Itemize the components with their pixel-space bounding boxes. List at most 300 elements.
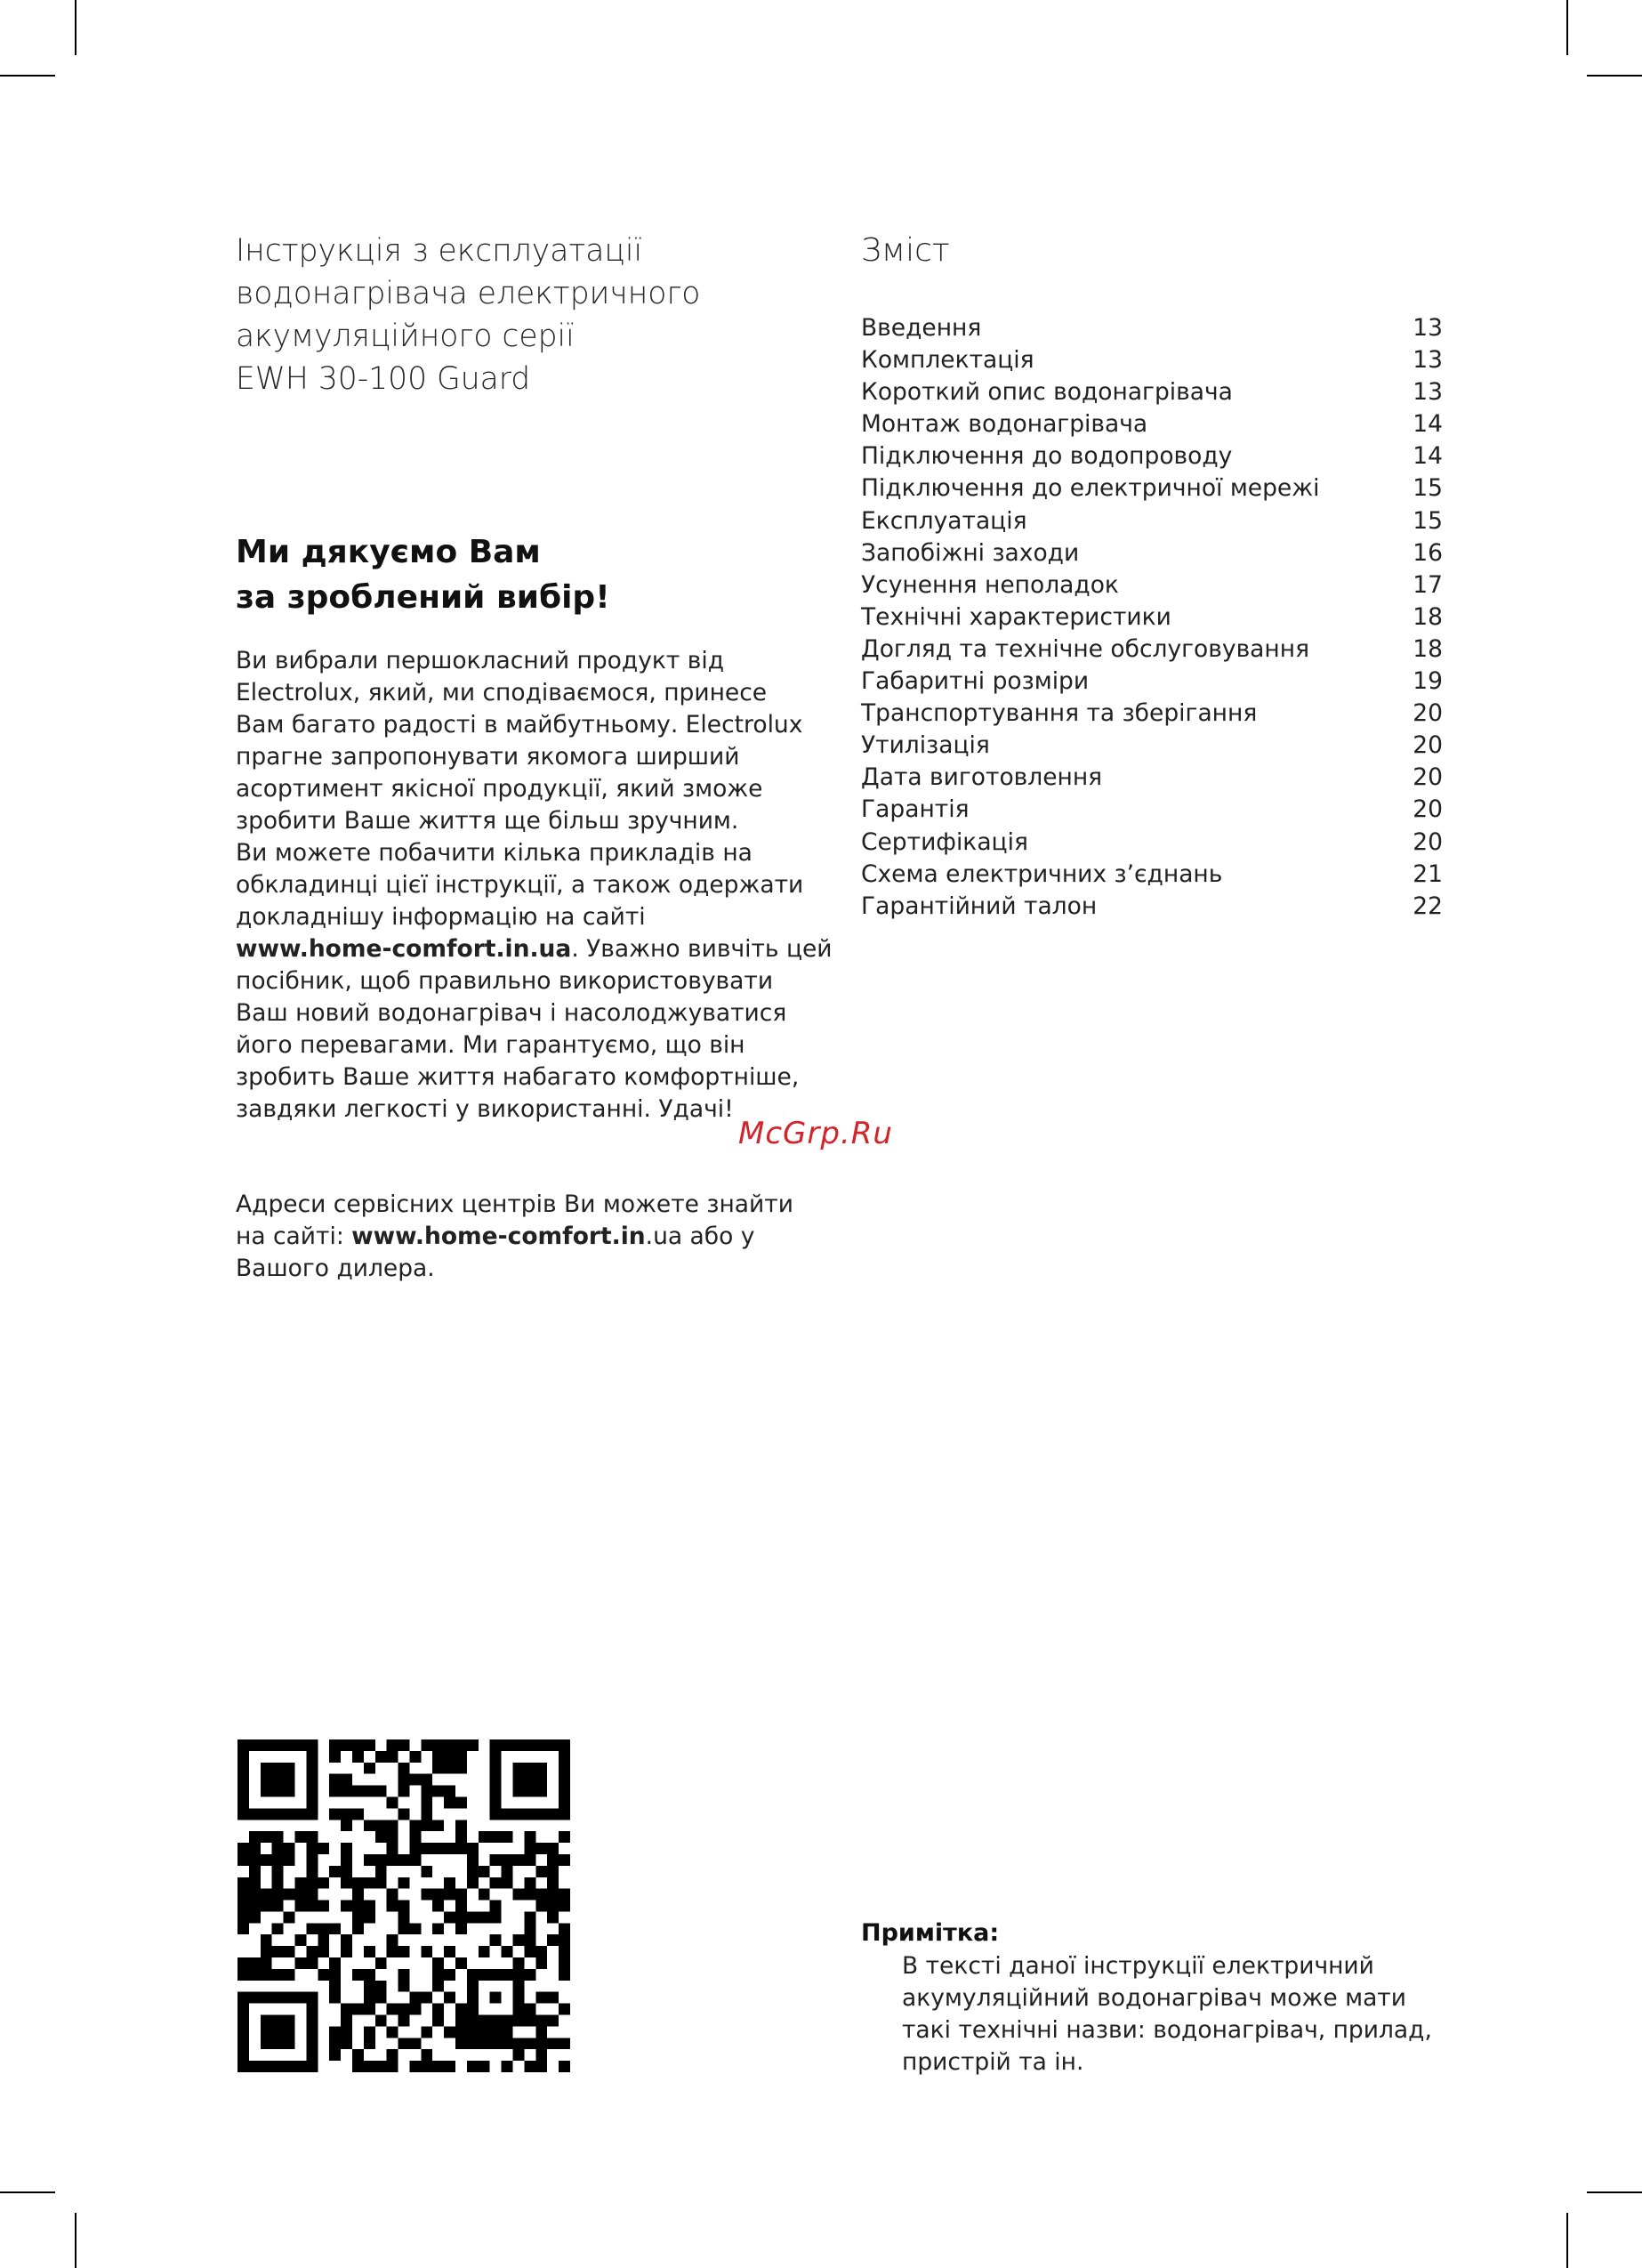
qr-module (284, 1946, 295, 1957)
qr-module (513, 2038, 525, 2049)
qr-module (409, 1854, 421, 1866)
qr-module (479, 2061, 490, 2072)
qr-module (329, 2049, 341, 2061)
qr-module (490, 1854, 502, 1866)
website-link[interactable]: www.home-comfort.in.ua (236, 935, 572, 963)
qr-module (341, 1786, 352, 1797)
qr-module (261, 1786, 272, 1797)
qr-module (455, 1820, 467, 1831)
qr-module (490, 1901, 502, 1912)
qr-module (306, 1854, 318, 1866)
qr-module (467, 1911, 479, 1923)
qr-module (261, 1946, 272, 1957)
toc-item-page: 14 (1413, 442, 1443, 471)
qr-module (398, 2038, 410, 2049)
qr-module (341, 1808, 352, 1820)
qr-module (306, 1751, 318, 1763)
qr-module (237, 1808, 249, 1820)
qr-module (467, 1992, 479, 2004)
qr-module (432, 1969, 444, 1981)
qr-module (398, 1923, 410, 1934)
qr-module (513, 1957, 525, 1969)
qr-module (559, 1763, 570, 1774)
qr-module (272, 1739, 284, 1751)
qr-module (398, 2004, 410, 2015)
toc-item[interactable] (861, 537, 1443, 569)
qr-module (272, 1808, 284, 1820)
qr-module (284, 1774, 295, 1786)
toc-item-label: Технічні характеристики (861, 602, 1171, 631)
qr-module (444, 1751, 455, 1763)
service-text: на сайті: (236, 1223, 352, 1250)
toc-item[interactable] (861, 762, 1443, 794)
intro-line: посібник, щоб правильно використовувати (236, 967, 774, 995)
toc-item[interactable] (861, 666, 1443, 698)
qr-module (237, 2038, 249, 2049)
qr-module (364, 1854, 375, 1866)
intro-line (236, 933, 841, 965)
qr-module (261, 2015, 272, 2027)
qr-module (455, 1831, 467, 1843)
crop-mark (75, 2213, 76, 2268)
qr-module (479, 1866, 490, 1877)
qr-module (341, 1843, 352, 1854)
toc-item[interactable] (861, 376, 1443, 408)
qr-module (524, 1774, 535, 1786)
qr-module (524, 1946, 535, 1957)
qr-module (559, 1796, 570, 1808)
qr-module (444, 1992, 455, 2004)
qr-module (502, 1808, 513, 1820)
qr-module (467, 1854, 479, 1866)
qr-module (387, 1901, 398, 1912)
toc-item-label: Сертифікація (861, 827, 1028, 856)
note-line: пристрій та ін. (902, 2048, 1084, 2076)
toc-item[interactable] (861, 634, 1443, 666)
qr-module (444, 1786, 455, 1797)
toc-item-page: 13 (1413, 346, 1443, 375)
qr-module (547, 1901, 559, 1912)
toc-item-label: Догляд та технічне обслуговування (861, 634, 1310, 663)
note-label: Примітка: (861, 1919, 1000, 1947)
qr-module (455, 1923, 467, 1934)
qr-module (409, 2038, 421, 2049)
qr-module (490, 1774, 502, 1786)
qr-module (559, 1774, 570, 1786)
toc-item[interactable] (861, 312, 1443, 344)
qr-module (421, 1946, 432, 1957)
qr-module (306, 1946, 318, 1957)
qr-module (364, 2026, 375, 2038)
qr-module (352, 2004, 364, 2015)
intro-line: зробить Ваше життя набагато комфортніше, (236, 1063, 800, 1091)
toc-item-label: Монтаж водонагрівача (861, 410, 1148, 439)
qr-module (284, 1854, 295, 1866)
qr-module (387, 1751, 398, 1763)
qr-module (306, 1763, 318, 1774)
qr-module (455, 2038, 467, 2049)
qr-module (432, 1763, 444, 1774)
toc-item-label: Дата виготовлення (861, 763, 1103, 792)
qr-module (364, 2004, 375, 2015)
qr-module (272, 1786, 284, 1797)
intro-line: Ви вибрали першокласний продукт від (236, 647, 725, 674)
qr-module (261, 1934, 272, 1946)
qr-module (513, 1934, 525, 1946)
qr-module (524, 2038, 535, 2049)
qr-module (284, 1911, 295, 1923)
toc-item-page: 20 (1413, 795, 1443, 824)
qr-module (455, 1763, 467, 1774)
qr-module (261, 1957, 272, 1969)
qr-module (387, 1843, 398, 1854)
qr-module (559, 1831, 570, 1843)
qr-module (329, 1739, 341, 1751)
toc-title: Зміст (861, 232, 950, 269)
qr-module (294, 1831, 306, 1843)
qr-module (329, 1981, 341, 1992)
qr-module (455, 2004, 467, 2015)
service-paragraph (236, 1189, 841, 1285)
crop-mark (1566, 0, 1568, 55)
qr-module (341, 1854, 352, 1866)
qr-module (409, 1923, 421, 1934)
toc-item[interactable] (861, 794, 1443, 826)
qr-module (341, 2015, 352, 2027)
toc-item[interactable] (861, 891, 1443, 923)
qr-module (535, 1866, 547, 1877)
qr-module (524, 1808, 535, 1820)
toc-item[interactable] (861, 408, 1443, 440)
qr-module (375, 1831, 387, 1843)
qr-module (306, 2015, 318, 2027)
qr-module (467, 1843, 479, 1854)
qr-module (352, 1889, 364, 1901)
qr-module (547, 1992, 559, 2004)
toc-item[interactable] (861, 730, 1443, 762)
qr-module (387, 1739, 398, 1751)
service-line: Вашого дилера. (236, 1255, 435, 1282)
qr-module (547, 1739, 559, 1751)
heading-line: за зроблений вибір! (236, 579, 610, 616)
qr-module (455, 2026, 467, 2038)
qr-module (272, 1969, 284, 1981)
qr-module (284, 1786, 295, 1797)
qr-module (409, 1774, 421, 1786)
qr-module (547, 2038, 559, 2049)
qr-module (455, 1957, 467, 1969)
qr-module (421, 1820, 432, 1831)
qr-module (559, 1901, 570, 1912)
qr-module (261, 1969, 272, 1981)
intro-line: асортимент якісної продукції, який зможе (236, 775, 763, 803)
qr-module (444, 1843, 455, 1854)
title-line: EWH 30-100 Guard (236, 361, 531, 397)
qr-module (237, 2026, 249, 2038)
qr-module (502, 1866, 513, 1877)
qr-module (479, 1889, 490, 1901)
toc-item[interactable] (861, 859, 1443, 891)
qr-module (524, 1843, 535, 1854)
qr-module (352, 1911, 364, 1923)
qr-module (398, 1911, 410, 1923)
qr-module (364, 1981, 375, 1992)
qr-module (398, 1946, 410, 1957)
qr-module (306, 2049, 318, 2061)
qr-module (341, 2038, 352, 2049)
qr-module (237, 1751, 249, 1763)
qr-module (352, 1901, 364, 1912)
qr-module (535, 1774, 547, 1786)
qr-module (237, 1854, 249, 1866)
qr-module (502, 1969, 513, 1981)
qr-module (490, 1934, 502, 1946)
qr-module (467, 2015, 479, 2027)
qr-module (387, 1946, 398, 1957)
toc-item-page: 17 (1413, 570, 1443, 599)
intro-line: Electrolux, який, ми сподіваємося, принесе (236, 679, 768, 706)
qr-module (249, 1808, 261, 1820)
qr-module (261, 1774, 272, 1786)
qr-module (513, 1786, 525, 1797)
qr-module (524, 1934, 535, 1946)
qr-module (502, 2061, 513, 2072)
qr-module (421, 1808, 432, 1820)
qr-module (272, 1923, 284, 1934)
qr-module (249, 1831, 261, 1843)
qr-module (490, 1831, 502, 1843)
qr-module (513, 1739, 525, 1751)
qr-module (421, 1889, 432, 1901)
qr-module (513, 1992, 525, 2004)
intro-line: Ваш новий водонагрівач і насолоджуватися (236, 999, 787, 1027)
toc-item[interactable] (861, 827, 1443, 859)
qr-module (421, 1796, 432, 1808)
qr-module (249, 1739, 261, 1751)
qr-module (329, 1957, 341, 1969)
qr-module (284, 2038, 295, 2049)
qr-module (421, 1739, 432, 1751)
toc-item-label: Короткий опис водонагрівача (861, 378, 1233, 407)
qr-module (524, 1854, 535, 1866)
qr-module (249, 1992, 261, 2004)
qr-module (432, 1923, 444, 1934)
qr-module (261, 2026, 272, 2038)
qr-module (249, 1854, 261, 1866)
qr-module (421, 1992, 432, 2004)
qr-module (467, 2026, 479, 2038)
qr-module (455, 1751, 467, 1763)
qr-module (284, 2026, 295, 2038)
qr-module (249, 1843, 261, 1854)
qr-module (535, 1901, 547, 1912)
qr-module (306, 1992, 318, 2004)
qr-module (432, 1981, 444, 1992)
qr-module (237, 2004, 249, 2015)
qr-module (432, 1820, 444, 1831)
qr-module (387, 1854, 398, 1866)
qr-module (352, 1969, 364, 1981)
qr-module (306, 1923, 318, 1934)
qr-module (375, 1820, 387, 1831)
qr-module (306, 2026, 318, 2038)
toc-item-label: Підключення до електричної мережі (861, 474, 1320, 503)
qr-module (284, 1739, 295, 1751)
qr-module (387, 2049, 398, 2061)
qr-module (421, 2049, 432, 2061)
qr-module (455, 1739, 467, 1751)
qr-module (329, 1969, 341, 1981)
qr-module (421, 1843, 432, 1854)
qr-module (455, 1901, 467, 1912)
qr-module (387, 1889, 398, 1901)
toc-item[interactable] (861, 344, 1443, 376)
qr-module (237, 1911, 249, 1923)
intro-paragraph (236, 645, 841, 1126)
qr-module (306, 2004, 318, 2015)
qr-module (261, 2038, 272, 2049)
qr-module (455, 1796, 467, 1808)
qr-module (467, 1877, 479, 1889)
qr-module (559, 1808, 570, 1820)
qr-module (535, 1946, 547, 1957)
toc-item-page: 20 (1413, 827, 1443, 856)
qr-module (237, 2015, 249, 2027)
qr-module (306, 1786, 318, 1797)
qr-module (432, 1901, 444, 1912)
qr-module (249, 1911, 261, 1923)
qr-module (318, 1969, 329, 1981)
toc-item[interactable] (861, 472, 1443, 504)
qr-module (272, 1877, 284, 1889)
qr-module (490, 1911, 502, 1923)
website-link[interactable]: www.home-comfort.in (351, 1223, 646, 1250)
qr-module (421, 2026, 432, 2038)
title-line: Інструкція з експлуатації (236, 233, 643, 269)
qr-module (524, 1889, 535, 1901)
qr-module (341, 2026, 352, 2038)
toc-item[interactable] (861, 569, 1443, 601)
qr-module (318, 1934, 329, 1946)
qr-module (490, 2026, 502, 2038)
qr-module (535, 1957, 547, 1969)
qr-module (444, 1889, 455, 1901)
qr-module (294, 1877, 306, 1889)
qr-module (272, 2061, 284, 2072)
qr-module (502, 1831, 513, 1843)
qr-module (272, 2015, 284, 2027)
qr-module (559, 1889, 570, 1901)
toc-item[interactable] (861, 601, 1443, 634)
qr-module (513, 1969, 525, 1981)
qr-module (524, 1877, 535, 1889)
qr-module (364, 1739, 375, 1751)
qr-module (547, 1877, 559, 1889)
qr-module (237, 2061, 249, 2072)
qr-module (409, 1751, 421, 1763)
qr-module (341, 1877, 352, 1889)
qr-module (294, 1901, 306, 1912)
qr-module (559, 1934, 570, 1946)
crop-mark (1587, 75, 1642, 77)
toc-item[interactable] (861, 505, 1443, 537)
qr-module (284, 1843, 295, 1854)
toc-item-page: 18 (1413, 602, 1443, 631)
toc-item-page: 15 (1413, 474, 1443, 503)
qr-module (364, 1877, 375, 1889)
crop-mark (75, 0, 76, 55)
qr-module (479, 1969, 490, 1981)
qr-module (375, 1992, 387, 2004)
qr-module (524, 1763, 535, 1774)
qr-module (490, 1969, 502, 1981)
toc-item[interactable] (861, 440, 1443, 472)
qr-module (237, 1786, 249, 1797)
qr-module (329, 1751, 341, 1763)
qr-module (318, 1901, 329, 1912)
qr-module (294, 2061, 306, 2072)
qr-module (306, 1889, 318, 1901)
qr-module (444, 1946, 455, 1957)
qr-module (444, 1739, 455, 1751)
qr-module (432, 1751, 444, 1763)
toc-item-label: Запобіжні заходи (861, 538, 1080, 567)
qr-module (272, 2026, 284, 2038)
qr-module (432, 1889, 444, 1901)
qr-module (329, 1992, 341, 2004)
qr-module (398, 1901, 410, 1912)
qr-module (284, 1969, 295, 1981)
qr-module (237, 1763, 249, 1774)
toc-item-page: 16 (1413, 538, 1443, 567)
qr-module (479, 2038, 490, 2049)
qr-module (432, 2004, 444, 2015)
toc-item-label: Утилізація (861, 731, 990, 760)
qr-module (306, 1831, 318, 1843)
qr-module (284, 1889, 295, 1901)
qr-module (237, 1774, 249, 1786)
qr-module (387, 2061, 398, 2072)
qr-module (490, 2015, 502, 2027)
qr-module (398, 1981, 410, 1992)
qr-module (524, 1911, 535, 1923)
qr-module (467, 2038, 479, 2049)
qr-module (306, 1901, 318, 1912)
qr-module (318, 1923, 329, 1934)
qr-module (329, 1923, 341, 1934)
qr-module (318, 1946, 329, 1957)
qr-module (524, 2004, 535, 2015)
qr-module (375, 1957, 387, 1969)
qr-module (409, 2061, 421, 2072)
qr-module (318, 1877, 329, 1889)
qr-module (513, 1808, 525, 1820)
qr-module (432, 2061, 444, 2072)
qr-module (237, 1969, 249, 1981)
toc-item-page: 13 (1413, 314, 1443, 342)
qr-module (375, 1981, 387, 1992)
qr-module (409, 2004, 421, 2015)
qr-module (455, 1889, 467, 1901)
qr-module (341, 1901, 352, 1912)
qr-code-icon (237, 1739, 570, 2072)
toc-item[interactable] (861, 698, 1443, 730)
qr-module (467, 1969, 479, 1981)
qr-module (398, 1786, 410, 1797)
qr-module (306, 1808, 318, 1820)
qr-module (444, 1763, 455, 1774)
qr-module (490, 2038, 502, 2049)
